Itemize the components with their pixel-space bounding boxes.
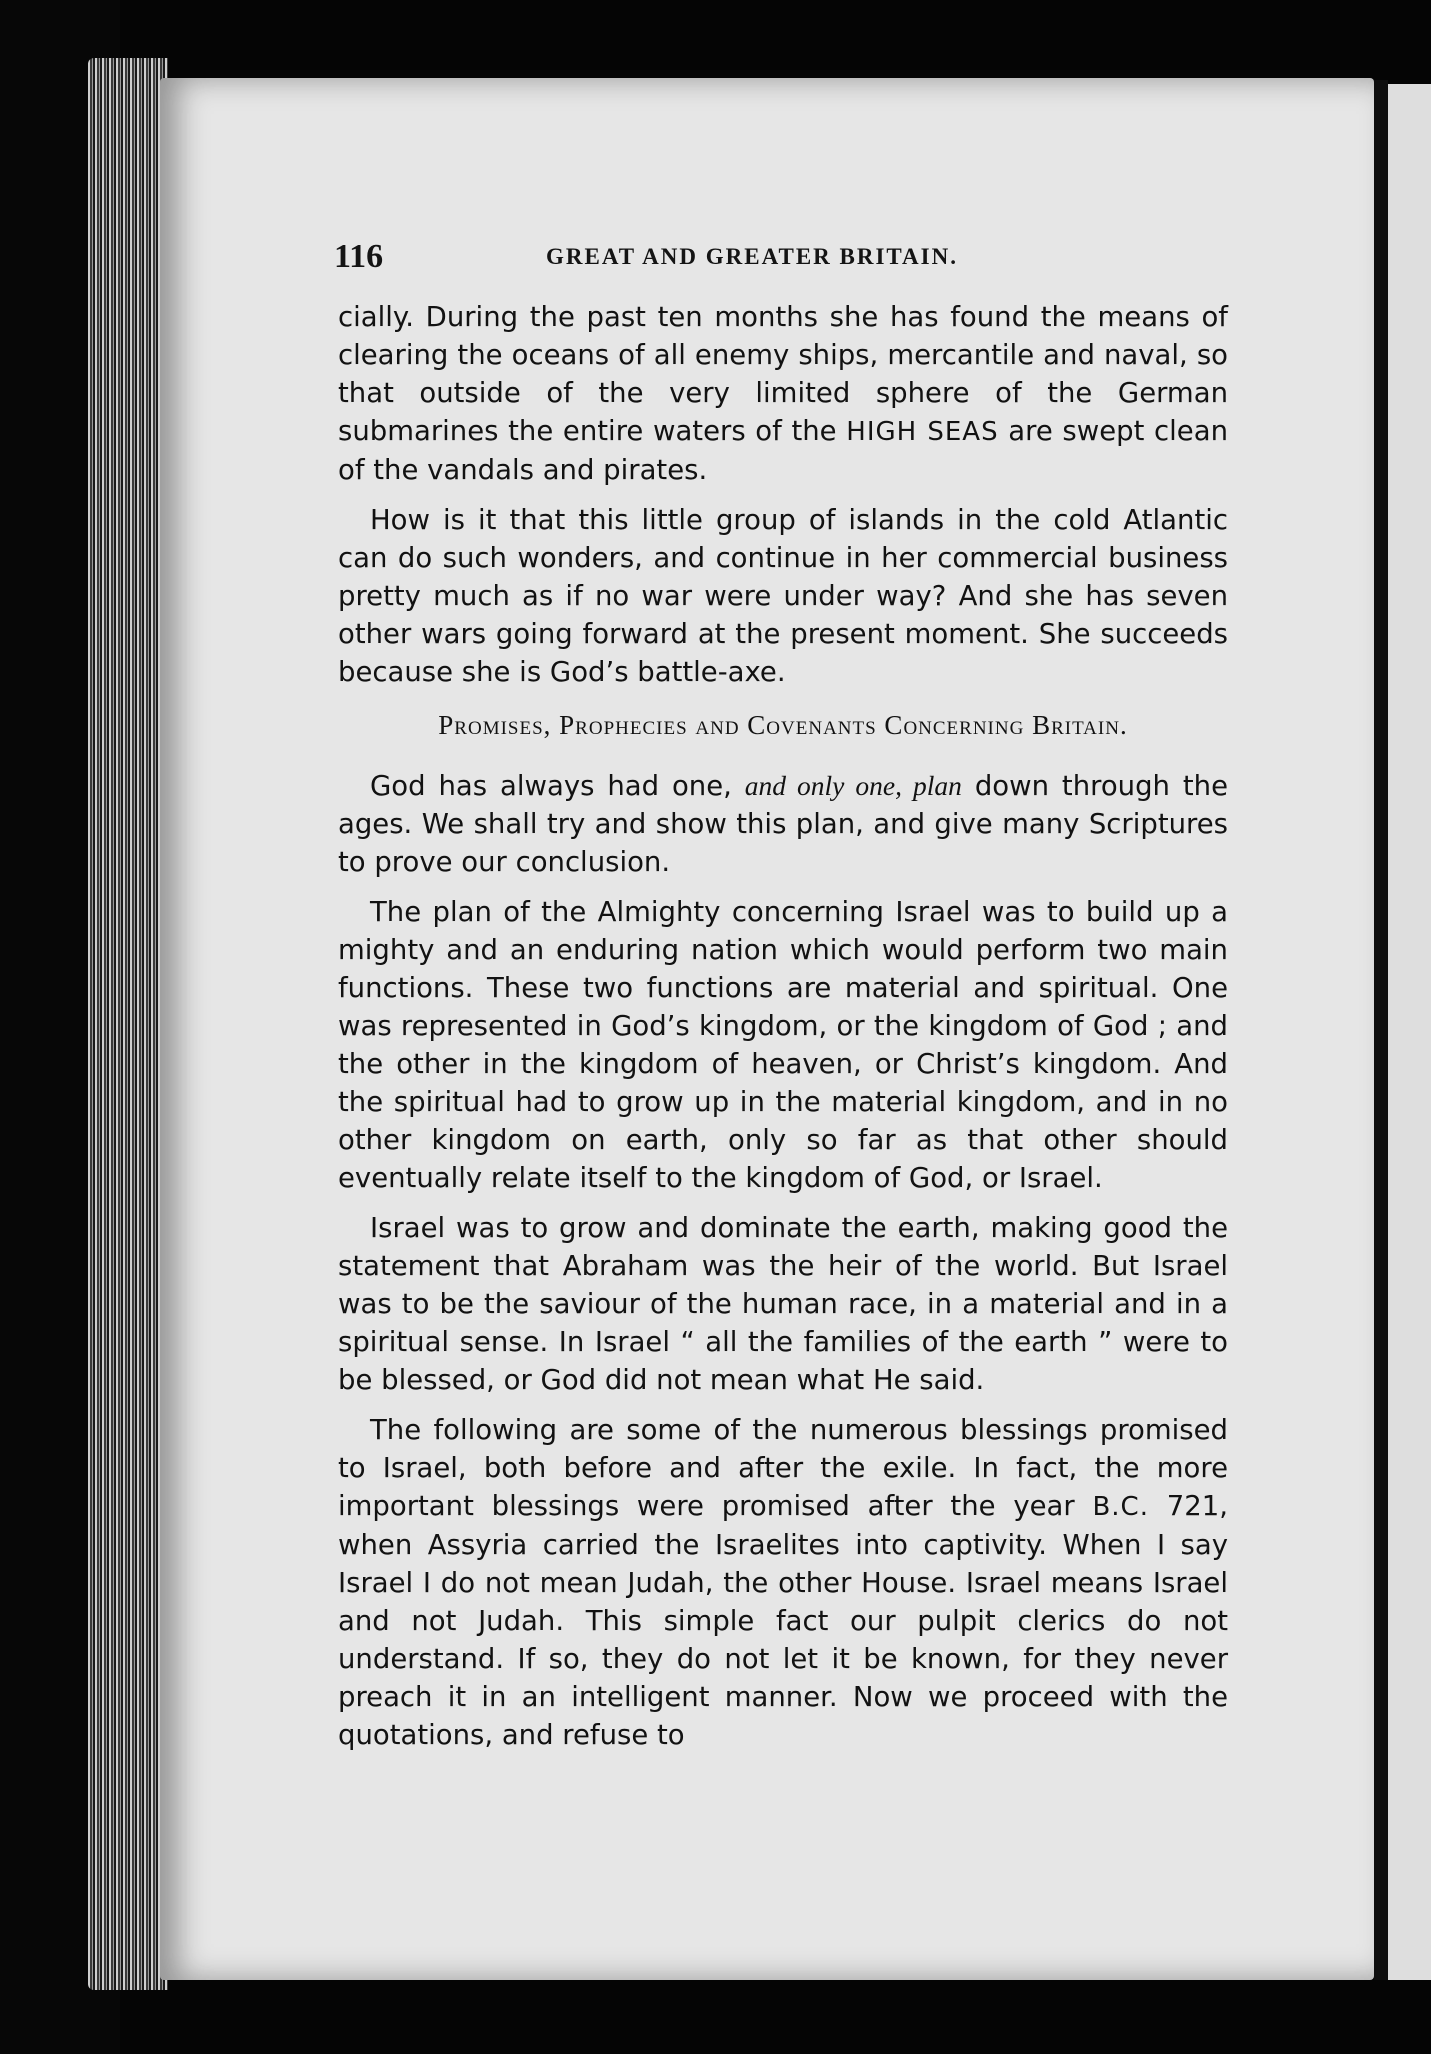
- section-heading: Promises, Prophecies and Covenants Concerning Britain.: [438, 710, 1128, 740]
- paragraph-3-emphasis: and only one, plan: [744, 770, 962, 801]
- gutter-shadow: [1374, 80, 1388, 1980]
- page-body: [338, 298, 1228, 1766]
- facing-page-edge: [1388, 84, 1431, 1980]
- paragraph-6-end: 721, when Assyria carried the Israelites into captivity. When I say Israel I do not mean Judah, the other House. Israel means Israel and not Judah. This simple fact our pulpit clerics do not understand. If so, they do not let it be known, for they never preach it in an intelligent manner. Now we proceed with the quotations, and refuse to: [338, 1490, 1228, 1751]
- running-head: GREAT AND GREATER BRITAIN.: [546, 244, 958, 269]
- paragraph-2: How is it that this little group of islands in the cold Atlantic can do such wonders, and continue in her commercial business pretty much as if no war were under way? And she has seven other wars going forward at the present moment. She succeeds because she is God’s battle-axe.: [338, 504, 1228, 688]
- paragraph-1: [338, 298, 1228, 489]
- page-number: 116: [334, 238, 384, 275]
- high-seas-smallcaps: HIGH SEAS: [846, 417, 999, 447]
- paragraph-3-start: God has always had one,: [370, 770, 732, 802]
- bc-smallcaps: B.C.: [1092, 1492, 1149, 1522]
- paragraph-1-end: are swept clean of the vandals and pirates.: [338, 415, 1229, 486]
- book-page-edges: [88, 58, 168, 1990]
- paragraph-3-end: down through the ages. We shall try and show this plan, and give many Scriptures to prove our conclusion.: [338, 770, 1228, 878]
- page-header: [334, 238, 1014, 282]
- paragraph-6-start: The following are some of the numerous blessings promised to Israel, both before and after the exile. In fact, the more important blessings were promised after the year: [338, 1414, 1228, 1522]
- paragraph-1-text: cially. During the past ten months she has found the means of clearing the oceans of all enemy ships, mercantile and naval, so that outside of the very limited sphere of the German submarines the entire waters of the: [338, 301, 1228, 447]
- paragraph-5: Israel was to grow and dominate the earth, making good the statement that Abraham was the heir of the world. But Israel was to be the saviour of the human race, in a material and in a spiritual sense. In Israel “ all the families of the earth ” were to be blessed, or God did not mean what He said.: [338, 1212, 1228, 1396]
- paragraph-3: [338, 767, 1228, 881]
- paragraph-6: [338, 1411, 1228, 1754]
- paragraph-4: The plan of the Almighty concerning Israel was to build up a mighty and an enduring nation which would perform two main functions. These two functions are material and spiritual. One was represented in God’s kingdom, or the kingdom of God ; and the other in the kingdom of heaven, or Christ’s kingdom. And the spiritual had to grow up in the material kingdom, and in no other kingdom on earth, only so far as that other should eventually relate itself to the kingdom of God, or Israel.: [338, 896, 1228, 1194]
